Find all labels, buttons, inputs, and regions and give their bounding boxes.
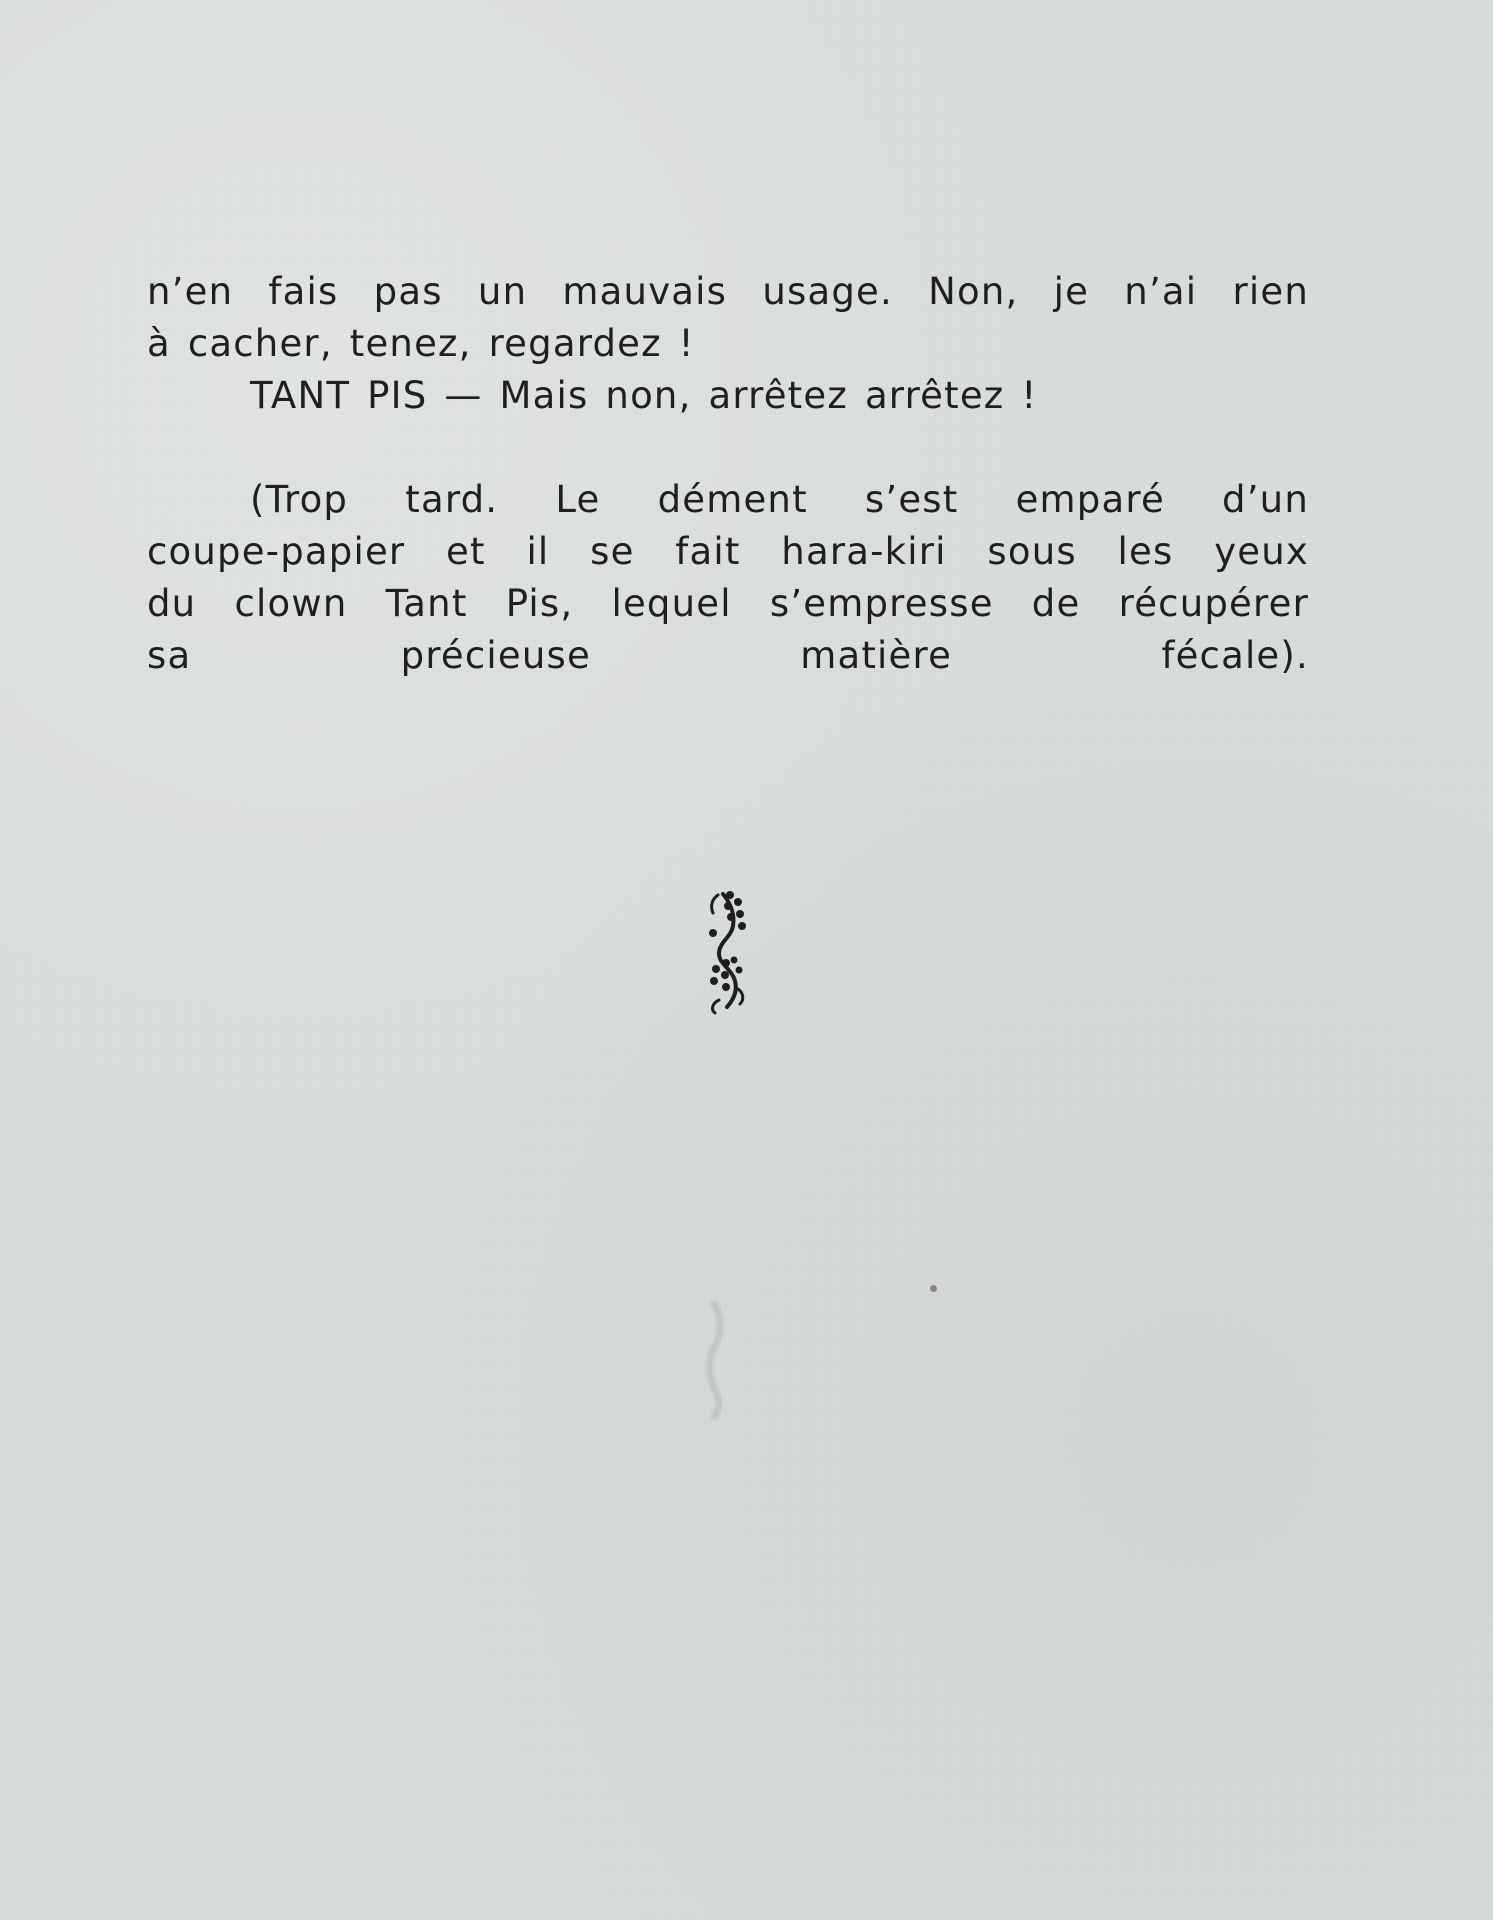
- paragraph-gap: [147, 422, 1309, 474]
- text-line-7: sa précieuse matière fécale).: [147, 634, 1309, 677]
- bleed-through-ornament: [700, 1300, 730, 1420]
- paper-speck: [930, 1285, 937, 1292]
- text-line-3: TANT PIS — Mais non, arrêtez arrêtez !: [250, 374, 1038, 417]
- page-text: [147, 266, 1309, 682]
- text-line-6: du clown Tant Pis, lequel s’empresse de récupérer: [147, 582, 1309, 625]
- text-line-1: n’en fais pas un mauvais usage. Non, je n’ai rien: [147, 270, 1309, 313]
- floral-ornament-icon: [700, 886, 752, 1016]
- text-line-4: (Trop tard. Le dément s’est emparé d’un: [250, 478, 1309, 521]
- text-line-5: coupe-papier et il se fait hara-kiri sous les yeux: [147, 530, 1309, 573]
- text-line-2: à cacher, tenez, regardez !: [147, 322, 695, 365]
